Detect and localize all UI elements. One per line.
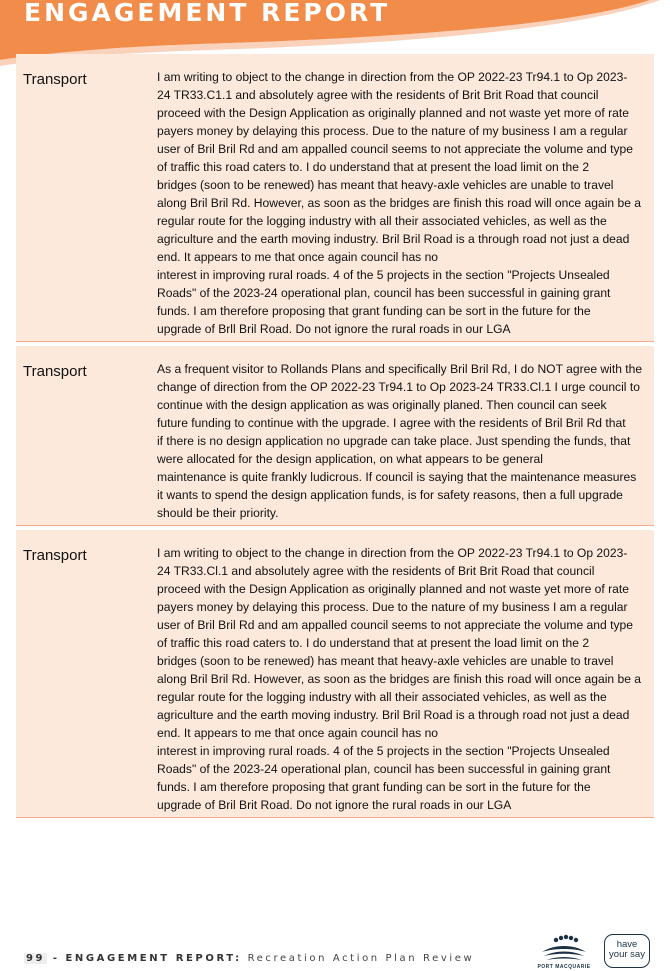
table-row (16, 530, 654, 818)
comment-line: should be their priority. (157, 506, 279, 520)
comment-cell (155, 530, 654, 817)
comment-line: of traffic this road caters to. I do understand that at present the load limit on the 2 (157, 636, 590, 650)
comment-line: end. It appears to me that once again council has no (157, 726, 439, 740)
footer-report-label: ENGAGEMENT REPORT: (65, 953, 242, 964)
comment-cell (155, 346, 654, 525)
comment-line: upgrade of Brll Bril Road. Do not ignore the rural roads in our LGA (157, 322, 511, 336)
comment-line: payers money by delaying this process. Due to the nature of my business I am a regular (157, 124, 628, 138)
comment-cell (155, 54, 654, 341)
comment-line: interest in improving rural roads. 4 of the 5 projects in the section "Projects Unsealed (157, 744, 610, 758)
comment-line: I am writing to object to the change in direction from the OP 2022-23 Tr94.1 to Op 2023- (157, 546, 628, 560)
page-footer (24, 953, 474, 964)
comment-line: user of Bril Bril Rd and am appalled council seems to not appreciate the volume and type (157, 142, 633, 156)
council-logo (534, 934, 594, 970)
comment-line: interest in improving rural roads. 4 of the 5 projects in the section "Projects Unsealed (157, 268, 610, 282)
comment-text (157, 544, 646, 814)
comment-line: As a frequent visitor to Rollands Plans and specifically Bril Bril Rd, I do NOT agree with the (157, 362, 643, 376)
comment-text (157, 360, 646, 522)
comment-line: upgrade of Bril Brit Road. Do not ignore the rural roads in our LGA (157, 798, 512, 812)
comment-line: funds. I am therefore proposing that grant funding can be sort in the future for the (157, 304, 591, 318)
page-title: ENGAGEMENT REPORT (24, 0, 391, 27)
table-row (16, 346, 654, 526)
comment-line: regular route for the logging industry with all their associated vehicles, as well as the (157, 214, 607, 228)
comment-line: continue with the design application as was originally planed. Then council can seek (157, 398, 607, 412)
comment-line: proceed with the Design Application as originally planned and not waste yet more of rate (157, 106, 629, 120)
comment-line: end. It appears to me that once again council has no (157, 250, 439, 264)
comment-line: agriculture and the earth moving industry. Bril Bril Road is a through road not just a dead (157, 232, 630, 246)
have-your-say-line: your say (609, 949, 645, 960)
comment-line: agriculture and the earth moving industry. Bril Bril Road is a through road not just a dead (157, 708, 630, 722)
comment-line: user of Bril Bril Rd and am appalled council seems to not appreciate the volume and type (157, 618, 633, 632)
council-logo-text: PORT MACQUARIE (537, 964, 591, 970)
comment-line: of traffic this road caters to. I do understand that at present the load limit on the 2 (157, 160, 590, 174)
council-emblem-icon (534, 934, 594, 966)
comment-line: payers money by delaying this process. Due to the nature of my business I am a regular (157, 600, 628, 614)
comment-line: along Bril Bril Rd. However, as soon as the bridges are finish this road will once again be a (157, 196, 642, 210)
comment-line: maintenance is quite frankly ludicrous. If council is saying that the maintenance measures (157, 470, 637, 484)
comment-line: proceed with the Design Application as originally planned and not waste yet more of rate (157, 582, 629, 596)
comment-line: change of direction from the OP 2022-23 Tr94.1 to Op 2023-24 TR33.Cl.1 I urge council to (157, 380, 640, 394)
page-number: 99 (26, 953, 46, 964)
comment-text (157, 68, 646, 338)
comment-line: 24 TR33.Cl.1 and absolutely agree with the residents of Brit Brit Road that council (157, 564, 595, 578)
table-row (16, 54, 654, 342)
comment-line: I am writing to object to the change in direction from the OP 2022-23 Tr94.1 to Op 2023- (157, 70, 628, 84)
comment-line: funds. I am therefore proposing that grant funding can be sort in the future for the (157, 780, 591, 794)
comment-line: future funding to continue with the upgrade. I agree with the residents of Bril Bril Rd that (157, 416, 626, 430)
footer-separator: - (52, 953, 60, 964)
have-your-say-line: have (616, 939, 638, 950)
comment-line: regular route for the logging industry with all their associated vehicles, as well as the (157, 690, 607, 704)
category-cell: Transport (23, 363, 87, 380)
comment-line: if there is no design application no upgrade can take place. Just spending the funds, that (157, 434, 631, 448)
comment-line: were allocated for the design application, on what appears to be general (157, 452, 543, 466)
comment-line: along Bril Bril Rd. However, as soon as the bridges are finish this road will once again be a (157, 672, 642, 686)
category-cell: Transport (23, 547, 87, 564)
comment-line: 24 TR33.C1.1 and absolutely agree with the residents of Brit Brit Road that council (157, 88, 599, 102)
footer-report-subtitle: Recreation Action Plan Review (247, 953, 475, 964)
comment-line: Roads" of the 2023-24 operational plan, council has been successful in gaining grant (157, 762, 611, 776)
comment-line: bridges (soon to be renewed) has meant that heavy-axle vehicles are unable to travel (157, 178, 614, 192)
comment-line: it wants to spend the design application funds, is for safety reasons, then a full upgrade (157, 488, 623, 502)
comment-line: Roads" of the 2023-24 operational plan, council has been successful in gaining grant (157, 286, 611, 300)
have-your-say-logo (604, 934, 650, 968)
comments-table (16, 54, 654, 818)
category-cell: Transport (23, 71, 87, 88)
comment-line: bridges (soon to be renewed) has meant that heavy-axle vehicles are unable to travel (157, 654, 614, 668)
